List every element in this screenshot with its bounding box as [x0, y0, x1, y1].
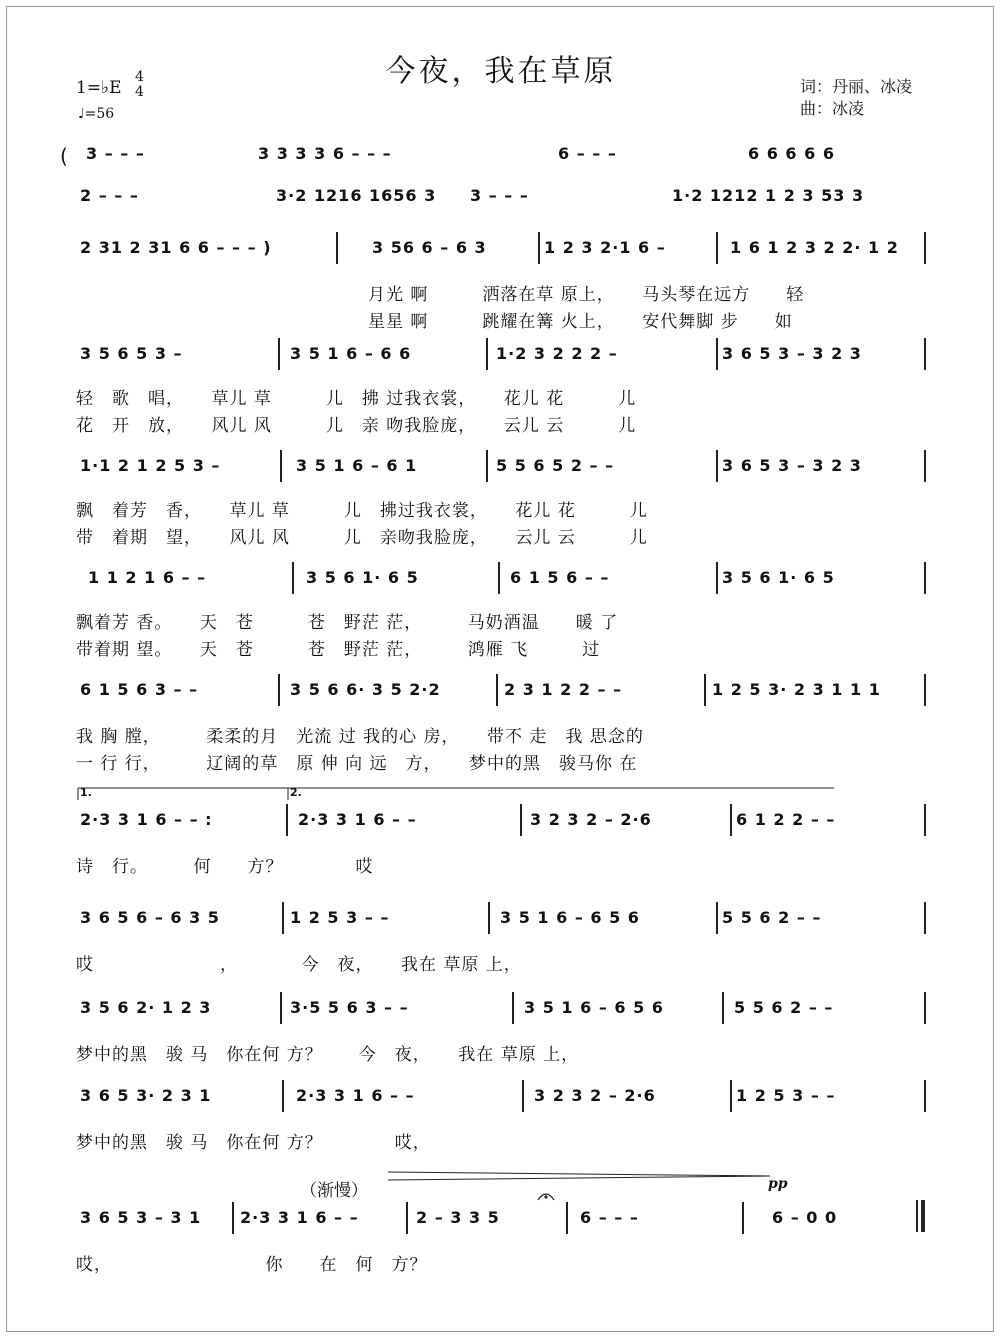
time-sig-bottom: 4	[135, 84, 144, 100]
tempo-marking: ♩=56	[78, 106, 115, 122]
measure-notes: 5 5 6 2 – –	[734, 998, 834, 1017]
lyric-line: 星星 啊 跳耀在篝 火上， 安代舞脚 步 如	[368, 312, 793, 332]
measure-notes: 2·3 3 1 6 – –	[296, 1086, 415, 1105]
final-barline-thick	[921, 1200, 925, 1232]
measure-notes: 3 – – –	[470, 186, 529, 205]
measure-notes: 3 5 6 1· 6 5	[306, 568, 419, 587]
measure-notes: 1·2 1212 1 2 3 53 3	[672, 186, 865, 205]
measure-notes: 1 1 2 1 6 – –	[88, 568, 207, 587]
measure-notes: 1 2 5 3 – –	[736, 1086, 836, 1105]
composer-credit: 曲：冰凌	[800, 99, 865, 118]
measure-notes: 3 5 6 1· 6 5	[722, 568, 835, 587]
measure-notes: 1 2 5 3 – –	[290, 908, 390, 927]
lyric-line: 哎， 你 在 何 方？	[76, 1255, 428, 1275]
measure-notes: 3 5 1 6 – 6 5 6	[524, 998, 664, 1017]
measure-notes: 2·3 3 1 6 – –	[240, 1208, 359, 1227]
paren-open: (	[60, 144, 69, 168]
measure-notes: 3 5 6 6· 3 5 2·2	[290, 680, 441, 699]
lyric-line: 我 胸 膛， 柔柔的月 光流 过 我的心 房， 带不 走 我 思念的	[76, 727, 644, 747]
measure-notes: 3 2 3 2 – 2·6	[530, 810, 652, 829]
measure-notes: 3 3 3 3 6 – – –	[258, 144, 392, 163]
measure-notes: 2 – – –	[80, 186, 139, 205]
measure-notes: 6 1 2 2 – –	[736, 810, 836, 829]
measure-notes: 3·5 5 6 3 – –	[290, 998, 409, 1017]
final-barline-thin	[916, 1200, 918, 1232]
lyric-line: 梦中的黑 骏 马 你在何 方？ 哎，	[76, 1133, 431, 1153]
measure-notes: 3 6 5 3· 2 3 1	[80, 1086, 212, 1105]
hairpin-bottom	[388, 1176, 770, 1180]
lyric-line: 飘 着芳 香， 草儿 草 儿 拂过我衣裳， 花儿 花 儿	[76, 501, 648, 521]
measure-notes: 2 31 2 31 6 6 – – – )	[80, 238, 272, 257]
measure-notes: 3 – – –	[86, 144, 145, 163]
lyric-line: 带着期 望。 天 苍 苍 野茫 茫， 鸿雁 飞 过	[76, 640, 601, 660]
lyric-line: 轻 歌 唱， 草儿 草 儿 拂 过我衣裳， 花儿 花 儿	[76, 389, 637, 409]
ending-2-label: 2.	[290, 786, 302, 799]
measure-notes: 6 1 5 6 – –	[510, 568, 610, 587]
lyric-line: 梦中的黑 骏 马 你在何 方？ 今 夜， 我在 草原 上，	[76, 1045, 580, 1065]
measure-notes: 2 3 1 2 2 – –	[504, 680, 623, 699]
measure-notes: 1 6 1 2 3 2 2· 1 2	[730, 238, 899, 257]
lyricist-credit: 词：丹丽、冰凌	[800, 77, 913, 96]
measure-notes: 3 2 3 2 – 2·6	[534, 1086, 656, 1105]
ending-1-label: 1.	[80, 786, 92, 799]
rit-marking: （渐慢）	[300, 1181, 368, 1201]
measure-notes: 3 5 6 2· 1 2 3	[80, 998, 212, 1017]
measure-notes: 1 2 5 3· 2 3 1 1 1	[712, 680, 881, 699]
measure-notes: 3 6 5 3 – 3 2 3	[722, 344, 862, 363]
measure-notes: 1·2 3 2 2 2 –	[496, 344, 618, 363]
lyric-line: 诗 行。 何 方？ 哎	[76, 857, 374, 877]
dynamic-pp: pp	[768, 1176, 788, 1192]
key-signature: 1=♭E	[76, 78, 122, 98]
measure-notes: 6 – 0 0	[772, 1208, 838, 1227]
measure-notes: 2 – 3 3 5	[416, 1208, 500, 1227]
measure-notes: 3 5 1 6 – 6 1	[296, 456, 418, 475]
measure-notes: 6 1 5 6 3 – –	[80, 680, 199, 699]
fermata-dot	[544, 1195, 547, 1198]
lyric-line: 哎 ， 今 夜， 我在 草原 上，	[76, 955, 522, 975]
measure-notes: 6 – – –	[558, 144, 617, 163]
lyric-line: 花 开 放， 风儿 风 儿 亲 吻我脸庞， 云儿 云 儿	[76, 416, 637, 436]
measure-notes: 3 6 5 6 – 6 3 5	[80, 908, 220, 927]
measure-notes: 3 5 6 5 3 –	[80, 344, 183, 363]
page-title: 今夜，我在草原	[385, 54, 617, 89]
lyric-line: 带 着期 望， 风儿 风 儿 亲吻我脸庞， 云儿 云 儿	[76, 528, 648, 548]
measure-notes: 2·3 3 1 6 – –	[298, 810, 417, 829]
measure-notes: 6 6 6 6 6	[748, 144, 835, 163]
measure-notes: 5 5 6 2 – –	[722, 908, 822, 927]
measure-notes: 3 5 1 6 – 6 6	[290, 344, 412, 363]
measure-notes: 1·1 2 1 2 5 3 –	[80, 456, 221, 475]
lyric-line: 一 行 行， 辽阔的草 原 伸 向 远 方， 梦中的黑 骏马你 在	[76, 754, 638, 774]
time-sig-top: 4	[135, 69, 144, 85]
hairpin-top	[388, 1172, 770, 1176]
lyric-line: 飘着芳 香。 天 苍 苍 野茫 茫， 马奶酒温 暖 了	[76, 613, 619, 633]
measure-notes: 3·2 1216 1656 3	[276, 186, 437, 205]
measure-notes: 3 6 5 3 – 3 1	[80, 1208, 202, 1227]
measure-notes: 3 5 1 6 – 6 5 6	[500, 908, 640, 927]
measure-notes: 1 2 3 2·1 6 –	[544, 238, 666, 257]
measure-notes: 5 5 6 5 2 – –	[496, 456, 615, 475]
lyric-line: 月光 啊 洒落在草 原上， 马头琴在远方 轻	[368, 285, 805, 305]
measure-notes: 2·3 3 1 6 – – :	[80, 810, 213, 829]
measure-notes: 6 – – –	[580, 1208, 639, 1227]
measure-notes: 3 56 6 – 6 3	[372, 238, 487, 257]
measure-notes: 3 6 5 3 – 3 2 3	[722, 456, 862, 475]
